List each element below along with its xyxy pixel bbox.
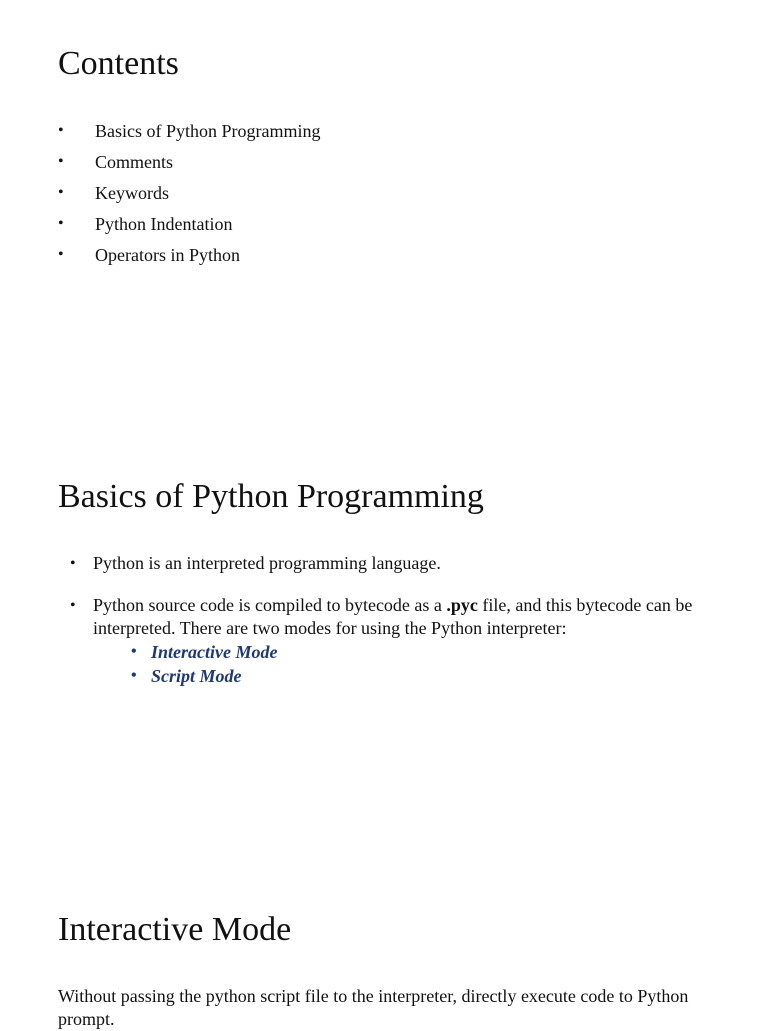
modes-list — [93, 640, 730, 688]
bullet-icon: • — [70, 597, 76, 614]
contents-item: • Keywords — [58, 180, 321, 211]
interactive-paragraph: Without passing the python script file to the interpreter, directly execute code to Python prompt. — [58, 986, 689, 1029]
mode-item-interactive: • Interactive Mode — [131, 642, 278, 662]
interactive-heading: Interactive Mode — [58, 911, 292, 948]
basics-body — [70, 552, 730, 688]
bullet-icon: • — [58, 153, 64, 170]
bullet-icon: • — [58, 246, 64, 263]
mode-item-script: • Script Mode — [131, 666, 242, 686]
basics-point-text: Python source code is compiled to bytecode as a .pyc file, and this bytecode can be interpreted. There are two modes for using the Python interpreter: — [93, 595, 693, 638]
contents-item: • Comments — [58, 149, 321, 180]
contents-heading: Contents — [58, 45, 179, 82]
basics-heading: Basics of Python Programming — [58, 478, 484, 515]
bullet-icon: • — [131, 667, 137, 684]
bullet-icon: • — [58, 122, 64, 139]
pyc-extension: .pyc — [446, 595, 478, 615]
basics-point-text: Python is an interpreted programming language. — [93, 553, 441, 573]
contents-item: • Basics of Python Programming — [58, 118, 321, 149]
bullet-icon: • — [70, 555, 76, 572]
contents-item: • Python Indentation — [58, 211, 321, 242]
basics-point — [70, 552, 730, 575]
bullet-icon: • — [58, 215, 64, 232]
bullet-icon: • — [58, 184, 64, 201]
contents-item: • Operators in Python — [58, 242, 321, 273]
bullet-icon: • — [131, 643, 137, 660]
contents-list — [58, 118, 321, 273]
basics-point — [70, 594, 730, 688]
